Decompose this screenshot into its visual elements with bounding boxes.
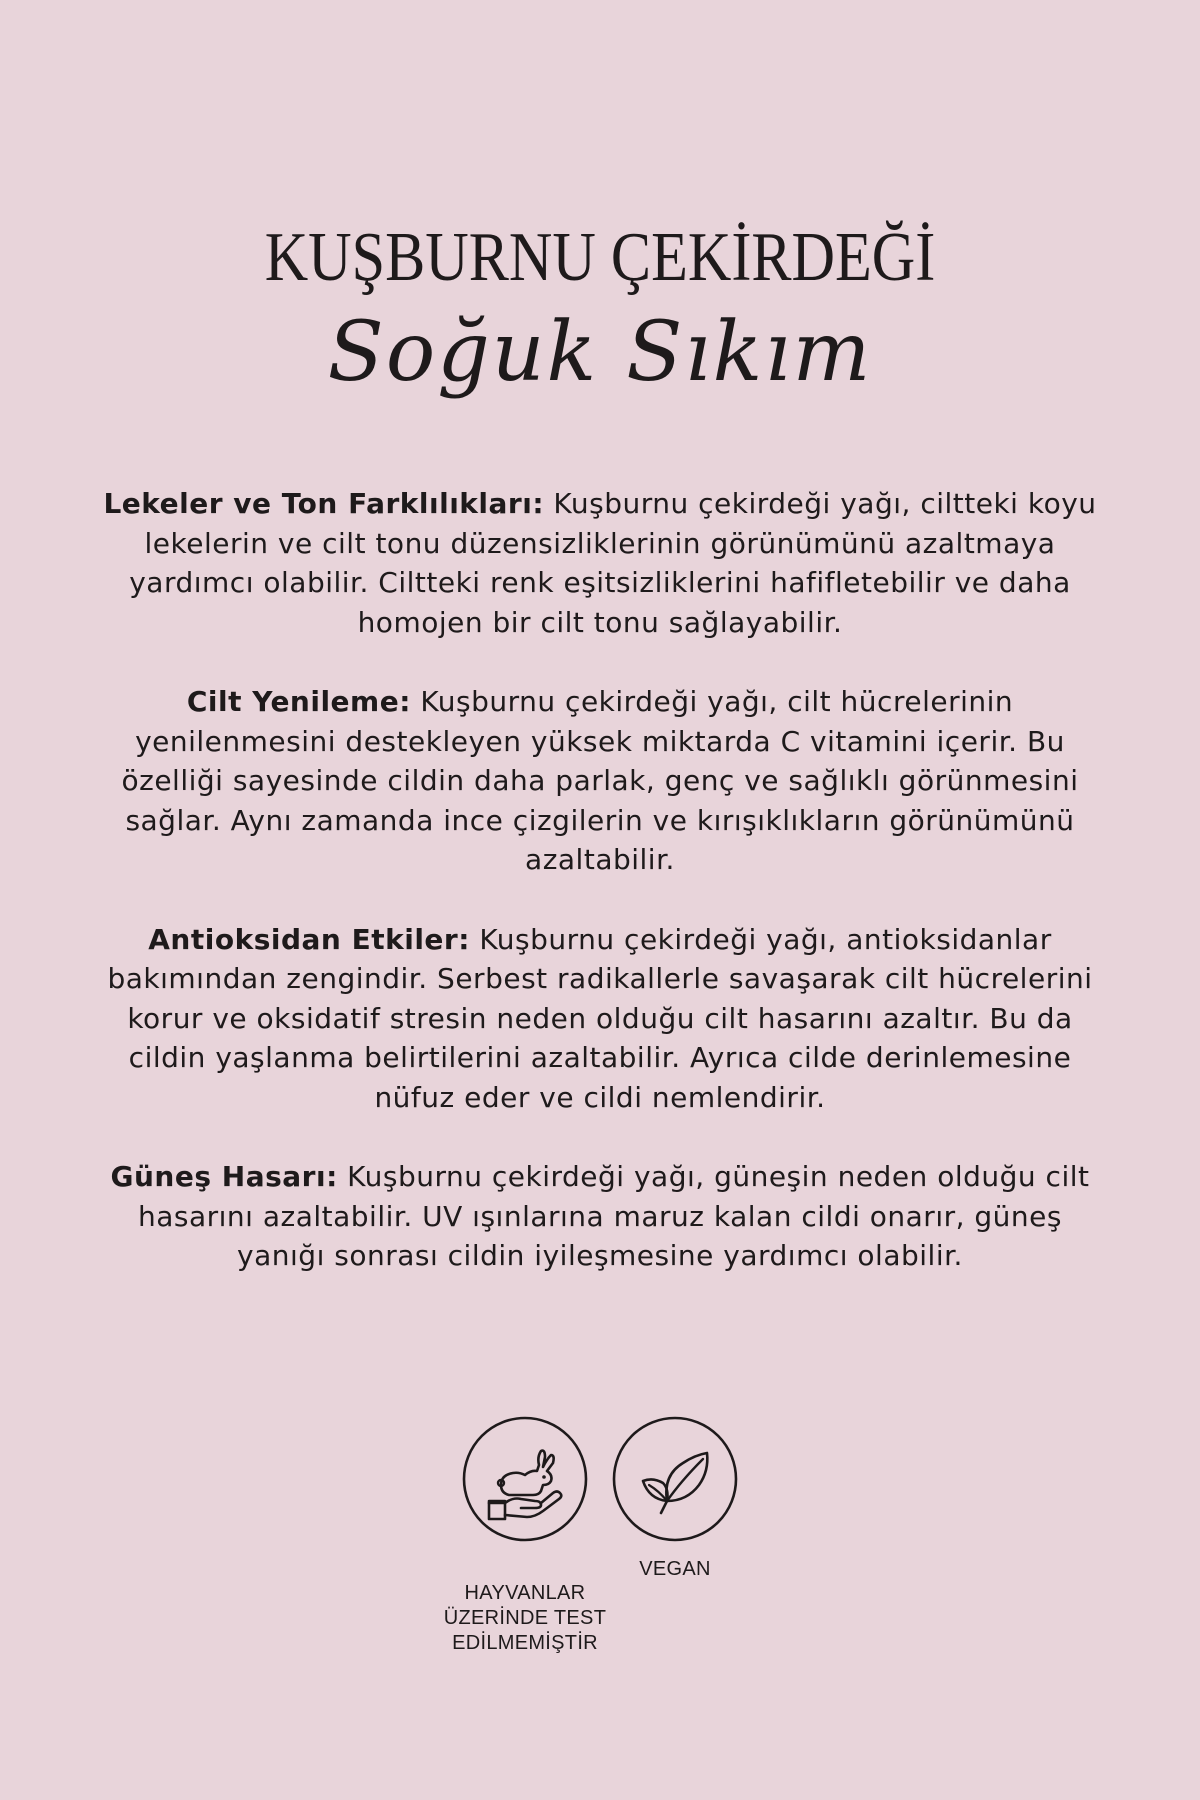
benefit-text: Kuşburnu çekirdeği yağı, güneşin neden olduğu cilt hasarını azaltabilir. UV ışınlarına maruz kalan cildi onarır, güneş yanığı sonrası cildin iyileşmesine yardımcı olabilir.	[137, 1160, 1090, 1272]
benefit-text: Kuşburnu çekirdeği yağı, cilt hücrelerinin yenilenmesini destekleyen yüksek miktarda C vitamini içerir. Bu özelliği sayesinde cildin daha parlak, genç ve sağlıklı görünmesini sağlar. Aynı zamanda ince çizgilerin ve kırışıklıkların görünümünü azaltabilir.	[121, 685, 1079, 876]
page-subtitle: Soğuk Sıkım	[327, 305, 873, 400]
benefit-heading: Antioksidan Etkiler:	[148, 922, 470, 956]
benefits-list	[95, 484, 1105, 1316]
rabbit-in-hand-icon	[461, 1415, 589, 1543]
benefit-text: Kuşburnu çekirdeği yağı, antioksidanlar bakımından zengindir. Serbest radikallerle savaşarak cilt hücrelerini korur ve oksidatif stresin neden olduğu cilt hasarını azaltır. Bu da cildin yaşlanma belirtilerini azaltabilir. Ayrıca cilde derinlemesine nüfuz eder ve cildi nemlendirir.	[107, 922, 1093, 1114]
leaf-icon	[611, 1415, 739, 1543]
benefit-heading: Güneş Hasarı:	[110, 1160, 338, 1193]
badge-label-line: ÜZERİNDE TEST	[443, 1607, 607, 1629]
benefit-paragraph	[95, 1157, 1105, 1276]
page-title: KUŞBURNU ÇEKİRDEĞİ	[264, 219, 936, 296]
benefit-paragraph	[95, 484, 1105, 642]
benefit-heading: Lekeler ve Ton Farklılıkları:	[103, 487, 545, 520]
vegan-label: VEGAN	[639, 1558, 711, 1580]
cruelty-free-label	[430, 1581, 620, 1656]
benefit-paragraph	[95, 920, 1105, 1118]
benefit-heading: Cilt Yenileme:	[186, 685, 411, 718]
certification-badges	[0, 1415, 1200, 1715]
badge-label-line: EDİLMEMİŞTİR	[452, 1632, 598, 1654]
benefit-paragraph	[95, 682, 1105, 880]
badge-label-line: HAYVANLAR	[464, 1582, 586, 1604]
benefit-text: Kuşburnu çekirdeği yağı, ciltteki koyu lekelerin ve cilt tonu düzensizliklerinin görünümünü azaltmaya yardımcı olabilir. Ciltteki renk eşitsizliklerini hafifletebilir ve daha homojen bir cilt tonu sağlayabilir.	[129, 487, 1097, 639]
vegan-badge	[588, 1415, 762, 1582]
